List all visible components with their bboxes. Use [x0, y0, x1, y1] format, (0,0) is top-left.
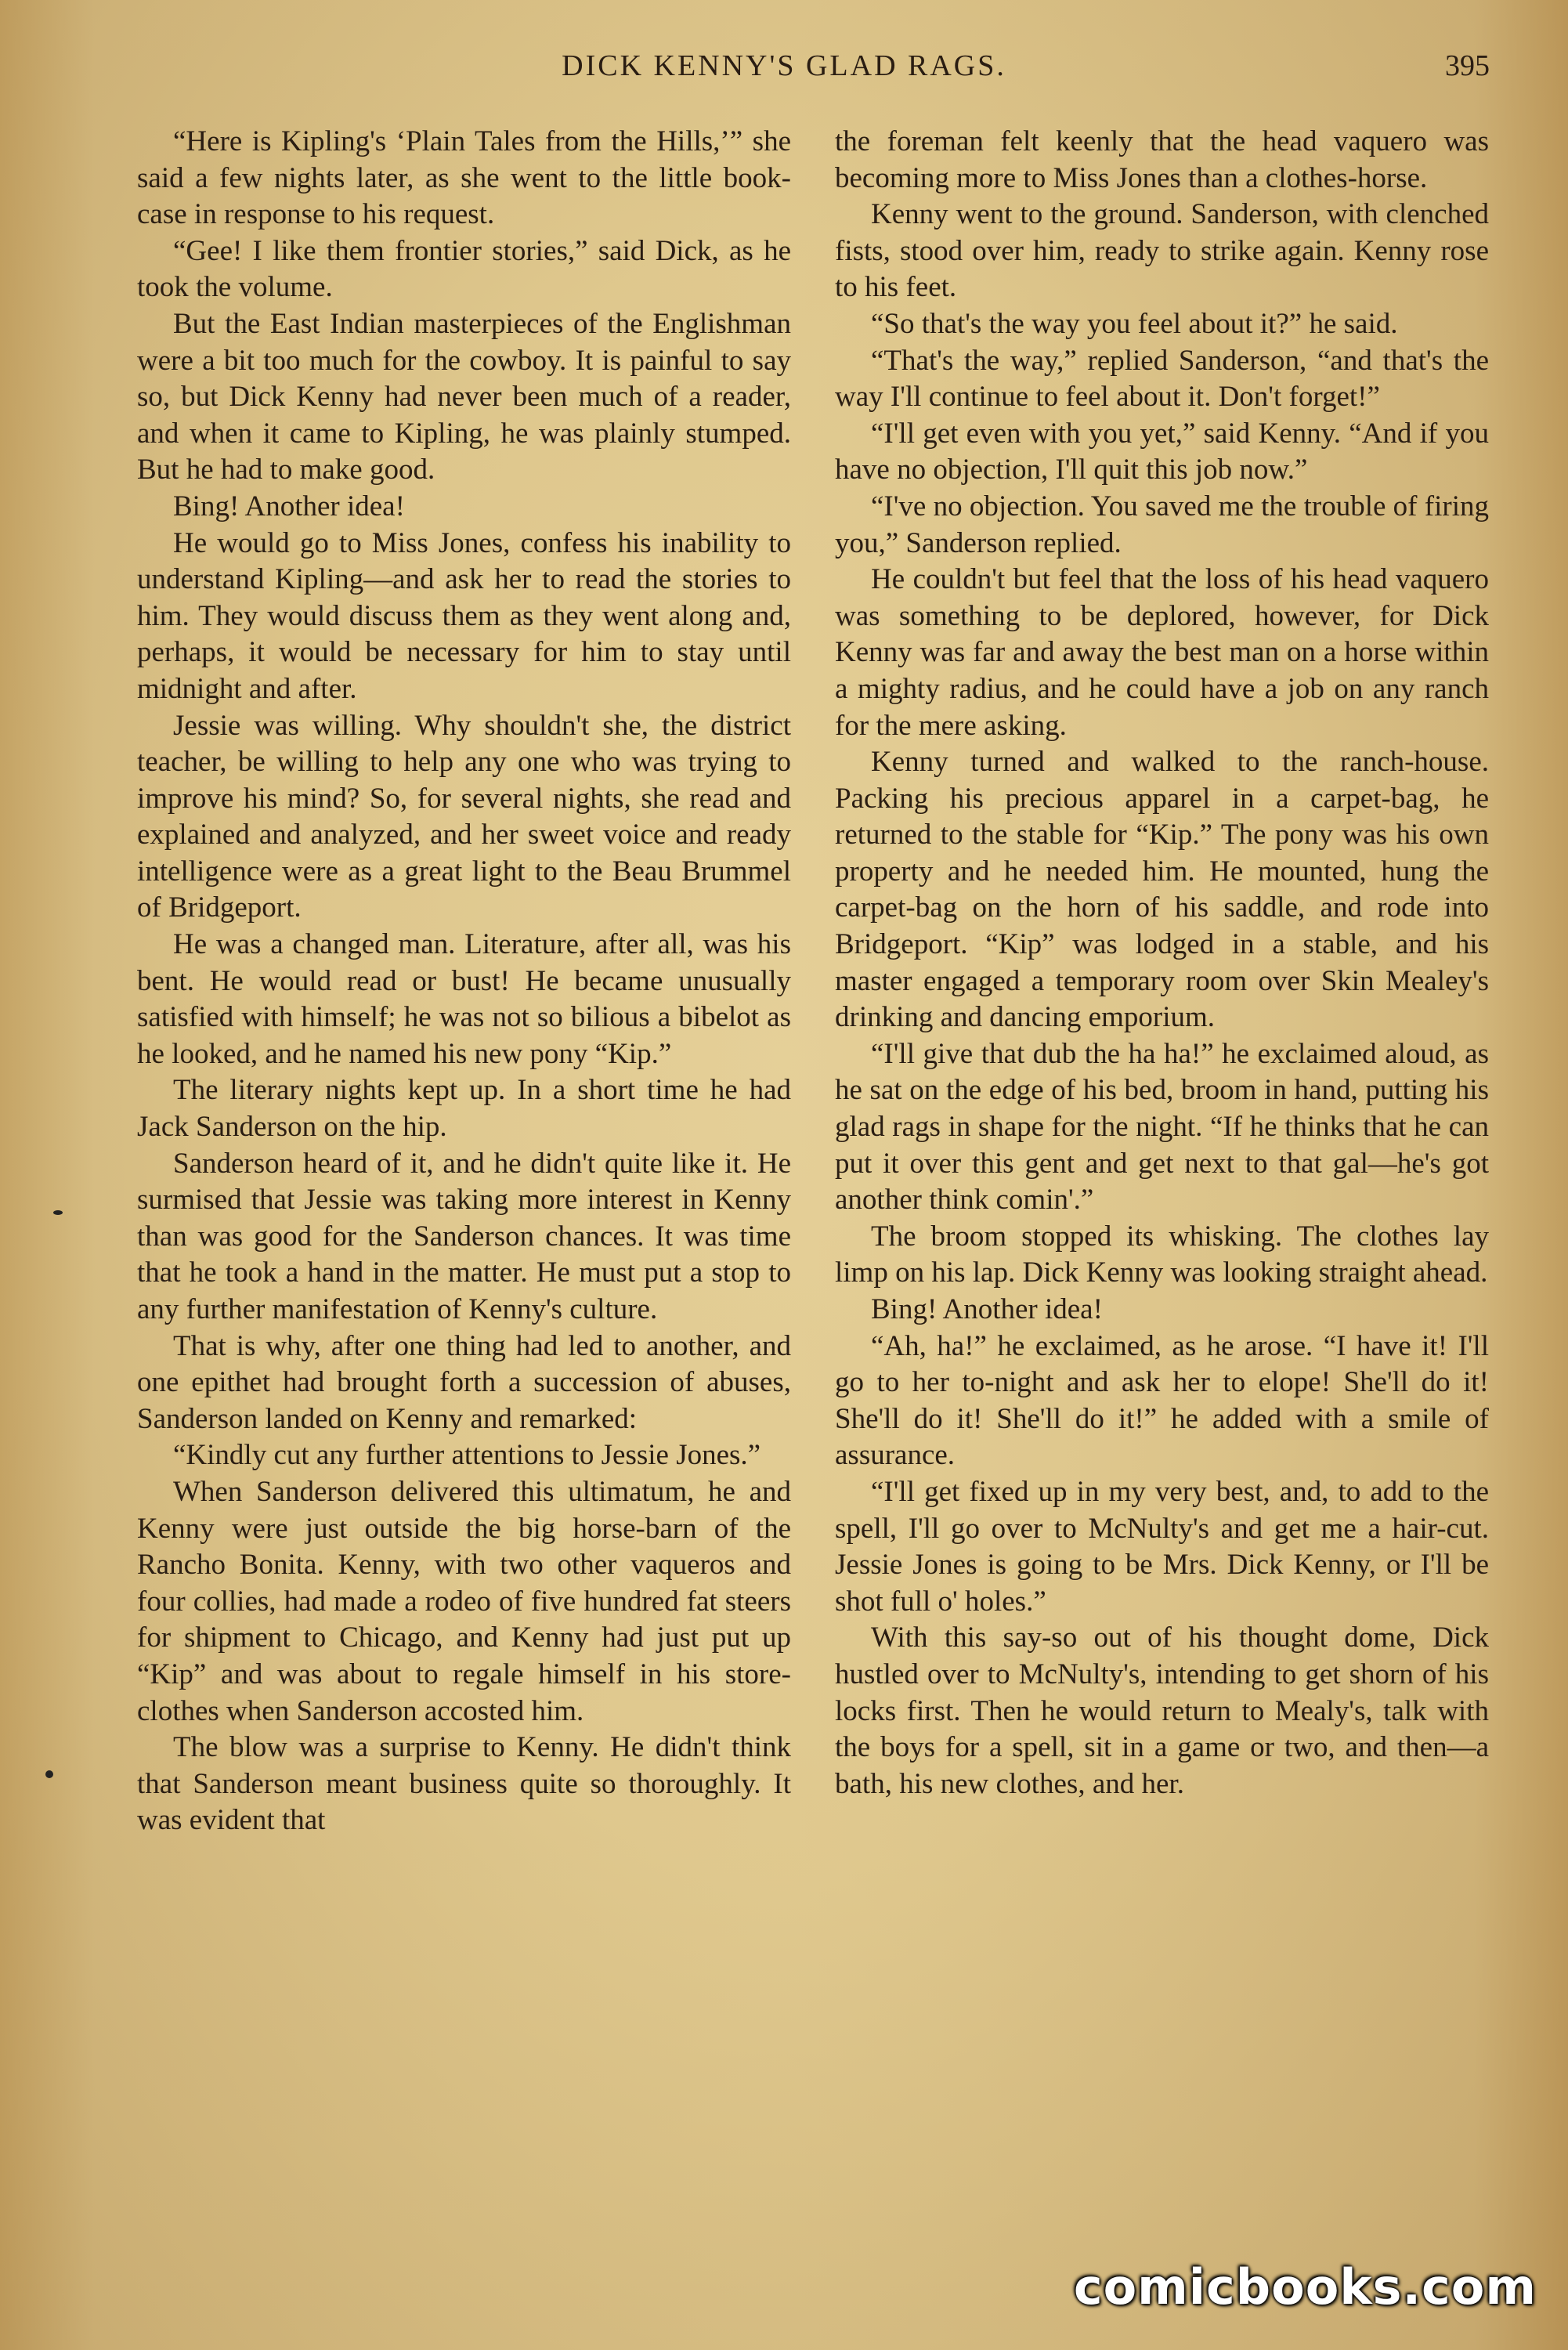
paragraph: He was a changed man. Literature, after all, was his bent. He would read or bust! He became unusually satisfied with himself; he was not so bilious a bibelot as he looked, and he named his new pony “Kip.”: [137, 928, 791, 1070]
page-header: [0, 49, 1568, 96]
page-number: 395: [1445, 49, 1490, 82]
paragraph: Bing! Another idea!: [871, 1293, 1103, 1325]
paragraph: “I'll get fixed up in my very best, and, to add to the spell, I'll go over to McNulty's and get me a hair-cut. Jessie Jones is going to be Mrs. Dick Kenny, or I'll be shot full o' holes.”: [835, 1475, 1489, 1618]
left-text-column: [137, 124, 791, 1839]
paragraph: “Kindly cut any further attentions to Jessie Jones.”: [173, 1439, 761, 1472]
print-speck: [53, 1210, 63, 1215]
paragraph: He would go to Miss Jones, confess his inability to understand Kipling—and ask her to read the stories to him. They would discuss them as they went along and, perhaps, it would be necessary for him to stay until midnight and after.: [137, 526, 791, 705]
paragraph: The blow was a surprise to Kenny. He didn't think that Sanderson meant business quite so thoroughly. It was evident that: [137, 1731, 791, 1837]
paragraph: With this say-so out of his thought dome, Dick hustled over to McNulty's, intending to get shorn of his locks first. Then he would return to Mealy's, talk with the boys for a spell, sit in a game or two, and then—a bath, his new clothes, and her.: [835, 1622, 1489, 1800]
print-speck: [45, 1770, 53, 1778]
paragraph: That is why, after one thing had led to another, and one epithet had brought forth a succession of abuses, Sanderson landed on Kenny and remarked:: [137, 1329, 791, 1435]
paragraph: He couldn't but feel that the loss of his head vaquero was something to be deplored, however, for Dick Kenny was far and away the best man on a horse within a mighty radius, and he could have a job on any ranch for the mere asking.: [835, 563, 1489, 742]
paragraph: Kenny turned and walked to the ranch-house. Packing his precious apparel in a carpet-bag, he returned to the stable for “Kip.” The pony was his own property and he needed him. He mounted, hung the carpet-bag on the horn of his saddle, and rode into Bridgeport. “Kip” was lodged in a stable, and his master engaged a temporary room over Skin Mealey's drinking and dancing emporium.: [835, 746, 1489, 1034]
paragraph: “So that's the way you feel about it?” he said.: [871, 307, 1398, 340]
paragraph: “That's the way,” replied Sanderson, “and that's the way I'll continue to feel about it. Don't forget!”: [835, 344, 1489, 414]
paragraph: The broom stopped its whisking. The clothes lay limp on his lap. Dick Kenny was looking straight ahead.: [835, 1220, 1489, 1289]
paragraph: Jessie was willing. Why shouldn't she, the district teacher, be willing to help any one who was trying to improve his mind? So, for several nights, she read and explained and analyzed, and her sweet voice and ready intelligence were as a great light to the Beau Brummel of Bridgeport.: [137, 709, 791, 924]
paragraph: The literary nights kept up. In a short time he had Jack Sanderson on the hip.: [137, 1074, 791, 1144]
paragraph: “Ah, ha!” he exclaimed, as he arose. “I have it! I'll go to her to-night and ask her to elope! She'll do it! She'll do it! She'll do it!” he added with a smile of assurance.: [835, 1329, 1489, 1472]
paragraph: “I'll get even with you yet,” said Kenny. “And if you have no objection, I'll quit this job now.”: [835, 417, 1489, 486]
paragraph: “Here is Kipling's ‘Plain Tales from the Hills,’” she said a few nights later, as she went to the little book-case in response to his request.: [137, 125, 791, 231]
paragraph: the foreman felt keenly that the head vaquero was becoming more to Miss Jones than a clothes-horse.: [835, 125, 1489, 194]
running-head: DICK KENNY'S GLAD RAGS.: [562, 49, 1006, 82]
paragraph: Kenny went to the ground. Sanderson, with clenched fists, stood over him, ready to strike again. Kenny rose to his feet.: [835, 198, 1489, 304]
paragraph: When Sanderson delivered this ultimatum, he and Kenny were just outside the big horse-barn of the Rancho Bonita. Kenny, with two other vaqueros and four collies, had made a rodeo of five hundred fat steers for shipment to Chicago, and Kenny had just put up “Kip” and was about to regale himself in his store-clothes when Sanderson accosted him.: [137, 1475, 791, 1727]
paragraph: Bing! Another idea!: [173, 490, 405, 522]
watermark-logo: comicbooks.com: [1073, 2258, 1537, 2316]
paragraph: Sanderson heard of it, and he didn't quite like it. He surmised that Jessie was taking more interest in Kenny than was good for the Sanderson chances. It was time that he took a hand in the matter. He must put a stop to any further manifestation of Kenny's culture.: [137, 1147, 791, 1325]
paragraph: “I've no objection. You saved me the trouble of firing you,” Sanderson replied.: [835, 490, 1489, 559]
paragraph: “I'll give that dub the ha ha!” he exclaimed aloud, as he sat on the edge of his bed, broom in hand, putting his glad rags in shape for the night. “If he thinks that he can put it over this gent and get next to that gal—he's got another think comin'.”: [835, 1037, 1489, 1217]
paragraph: But the East Indian masterpieces of the Englishman were a bit too much for the cowboy. It is painful to say so, but Dick Kenny had never been much of a reader, and when it came to Kipling, he was plainly stumped. But he had to make good.: [137, 307, 791, 486]
right-text-column: [835, 124, 1489, 1802]
paragraph: “Gee! I like them frontier stories,” said Dick, as he took the volume.: [137, 234, 791, 304]
